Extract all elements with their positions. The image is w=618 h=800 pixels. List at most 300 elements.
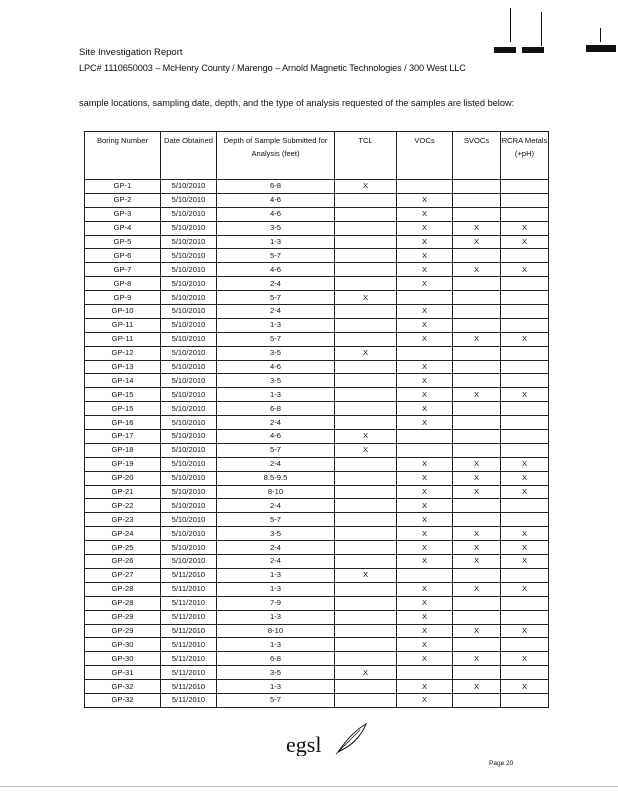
table-cell — [501, 305, 549, 319]
table-cell: GP-4 — [85, 221, 161, 235]
table-row — [85, 443, 549, 457]
table-row — [85, 555, 549, 569]
table-cell: 1-3 — [217, 638, 335, 652]
table-cell: X — [335, 346, 397, 360]
table-cell — [335, 652, 397, 666]
table-cell: X — [397, 555, 453, 569]
table-cell — [335, 402, 397, 416]
table-cell — [453, 291, 501, 305]
table-cell: 5/10/2010 — [161, 555, 217, 569]
table-cell — [335, 388, 397, 402]
table-cell — [501, 346, 549, 360]
table-cell: X — [335, 180, 397, 194]
table-cell: X — [501, 582, 549, 596]
table-row — [85, 277, 549, 291]
table-cell: X — [335, 291, 397, 305]
table-cell: GP-23 — [85, 513, 161, 527]
table-cell: 2-4 — [217, 499, 335, 513]
table-row — [85, 346, 549, 360]
table-cell: 6-8 — [217, 402, 335, 416]
table-row — [85, 693, 549, 707]
table-cell: GP-18 — [85, 443, 161, 457]
table-cell: 2-4 — [217, 457, 335, 471]
table-cell: 5/10/2010 — [161, 263, 217, 277]
table-cell: 1-3 — [217, 388, 335, 402]
table-cell: X — [453, 624, 501, 638]
table-cell — [453, 596, 501, 610]
table-cell: 5/10/2010 — [161, 471, 217, 485]
table-cell: 5/11/2010 — [161, 624, 217, 638]
table-row — [85, 291, 549, 305]
table-cell — [501, 638, 549, 652]
table-cell: 5/10/2010 — [161, 527, 217, 541]
table-cell — [501, 443, 549, 457]
table-cell: X — [397, 457, 453, 471]
table-cell: GP-31 — [85, 666, 161, 680]
table-cell: 2-4 — [217, 416, 335, 430]
table-cell: GP-13 — [85, 360, 161, 374]
table-cell — [453, 693, 501, 707]
table-row — [85, 374, 549, 388]
table-cell: GP-28 — [85, 582, 161, 596]
table-cell: X — [453, 235, 501, 249]
table-row — [85, 624, 549, 638]
table-cell: X — [397, 263, 453, 277]
table-cell: 5/10/2010 — [161, 388, 217, 402]
table-cell — [453, 249, 501, 263]
table-row — [85, 471, 549, 485]
table-cell: GP-7 — [85, 263, 161, 277]
column-header: RCRA Metals (+pH) — [501, 132, 549, 180]
intro-paragraph: sample locations, sampling date, depth, and the type of analysis requested of the samples are listed below: — [79, 98, 515, 108]
table-cell — [501, 318, 549, 332]
table-row — [85, 430, 549, 444]
scan-mark — [586, 45, 616, 52]
table-cell: X — [397, 305, 453, 319]
table-cell: X — [501, 555, 549, 569]
table-cell: X — [397, 624, 453, 638]
table-cell — [335, 207, 397, 221]
table-cell — [501, 568, 549, 582]
table-cell — [335, 541, 397, 555]
table-cell: X — [397, 277, 453, 291]
table-cell: X — [453, 263, 501, 277]
column-header: Boring Number — [85, 132, 161, 180]
table-cell: GP-20 — [85, 471, 161, 485]
table-row — [85, 666, 549, 680]
table-cell — [453, 610, 501, 624]
table-cell — [335, 277, 397, 291]
table-row — [85, 402, 549, 416]
table-cell: 4-6 — [217, 207, 335, 221]
table-cell: X — [501, 527, 549, 541]
table-cell: X — [453, 221, 501, 235]
table-cell: 5/10/2010 — [161, 416, 217, 430]
table-cell: 3-5 — [217, 527, 335, 541]
scan-mark — [600, 28, 601, 42]
table-cell: 4-6 — [217, 430, 335, 444]
table-cell: 2-4 — [217, 541, 335, 555]
table-cell: GP-6 — [85, 249, 161, 263]
table-cell — [335, 249, 397, 263]
table-cell — [397, 291, 453, 305]
table-row — [85, 568, 549, 582]
table-cell: GP-9 — [85, 291, 161, 305]
table-cell: 5-7 — [217, 513, 335, 527]
table-cell — [397, 666, 453, 680]
table-cell: 5/10/2010 — [161, 430, 217, 444]
table-cell — [501, 207, 549, 221]
table-cell: GP-11 — [85, 318, 161, 332]
egsl-logo-graphic — [286, 722, 376, 756]
table-cell — [501, 610, 549, 624]
table-cell: X — [501, 221, 549, 235]
table-cell: 5/11/2010 — [161, 568, 217, 582]
table-cell: 3-5 — [217, 346, 335, 360]
table-cell: 5/10/2010 — [161, 207, 217, 221]
table-cell: X — [397, 402, 453, 416]
table-row — [85, 527, 549, 541]
table-cell — [335, 582, 397, 596]
table-cell — [335, 485, 397, 499]
table-cell — [501, 693, 549, 707]
table-cell: X — [397, 485, 453, 499]
table-cell: 3-5 — [217, 374, 335, 388]
table-cell — [501, 249, 549, 263]
table-cell: 4-6 — [217, 263, 335, 277]
table-cell: X — [453, 680, 501, 694]
table-cell: X — [453, 582, 501, 596]
table-cell — [453, 277, 501, 291]
scan-mark — [541, 12, 542, 46]
table-row — [85, 207, 549, 221]
table-cell: X — [453, 555, 501, 569]
table-cell: X — [397, 360, 453, 374]
table-cell: 3-5 — [217, 666, 335, 680]
quill-feather-icon — [336, 724, 366, 754]
table-cell: GP-32 — [85, 680, 161, 694]
table-cell: GP-29 — [85, 624, 161, 638]
table-row — [85, 318, 549, 332]
table-cell: 7-9 — [217, 596, 335, 610]
table-cell: GP-3 — [85, 207, 161, 221]
table-cell: 5/10/2010 — [161, 332, 217, 346]
table-cell — [501, 430, 549, 444]
table-cell — [335, 318, 397, 332]
table-cell — [501, 513, 549, 527]
table-cell: X — [335, 568, 397, 582]
table-cell — [335, 360, 397, 374]
table-cell: X — [397, 374, 453, 388]
table-cell — [335, 527, 397, 541]
table-cell: 5/11/2010 — [161, 666, 217, 680]
table-row — [85, 596, 549, 610]
report-title: Site Investigation Report — [79, 47, 183, 58]
column-header: Date Obtained — [161, 132, 217, 180]
table-cell: 5/10/2010 — [161, 360, 217, 374]
table-row — [85, 221, 549, 235]
table-cell: 5/10/2010 — [161, 277, 217, 291]
table-cell: GP-8 — [85, 277, 161, 291]
table-cell — [453, 180, 501, 194]
table-row — [85, 582, 549, 596]
table-cell: X — [501, 471, 549, 485]
table-cell: X — [453, 457, 501, 471]
table-row — [85, 263, 549, 277]
table-cell: 1-3 — [217, 680, 335, 694]
table-cell — [335, 221, 397, 235]
logo-text: egsl — [286, 732, 322, 756]
table-cell — [453, 568, 501, 582]
table-row — [85, 180, 549, 194]
table-cell: X — [397, 527, 453, 541]
table-cell: X — [453, 541, 501, 555]
table-cell: X — [397, 499, 453, 513]
table-cell: 5/10/2010 — [161, 305, 217, 319]
table-cell: 5/10/2010 — [161, 374, 217, 388]
scan-mark — [522, 47, 544, 53]
table-cell: 1-3 — [217, 582, 335, 596]
table-row — [85, 638, 549, 652]
table-cell — [501, 374, 549, 388]
table-cell: X — [453, 527, 501, 541]
table-cell — [397, 180, 453, 194]
table-cell: 5-7 — [217, 291, 335, 305]
table-cell: X — [453, 652, 501, 666]
table-cell: GP-25 — [85, 541, 161, 555]
table-cell: X — [453, 485, 501, 499]
table-cell — [453, 402, 501, 416]
table-cell — [501, 402, 549, 416]
table-cell — [453, 443, 501, 457]
table-cell — [501, 666, 549, 680]
table-cell — [453, 416, 501, 430]
table-cell: X — [453, 388, 501, 402]
table-cell — [453, 374, 501, 388]
table-row — [85, 457, 549, 471]
table-cell — [335, 693, 397, 707]
table-row — [85, 360, 549, 374]
table-row — [85, 416, 549, 430]
table-cell: X — [397, 693, 453, 707]
table-cell: X — [335, 443, 397, 457]
table-cell: 5-7 — [217, 443, 335, 457]
column-header: Depth of Sample Submitted for Analysis (feet) — [217, 132, 335, 180]
table-cell — [335, 374, 397, 388]
bottom-divider — [0, 786, 618, 787]
table-row — [85, 305, 549, 319]
table-row — [85, 652, 549, 666]
table-cell — [453, 207, 501, 221]
table-cell: GP-30 — [85, 652, 161, 666]
table-row — [85, 235, 549, 249]
table-cell: GP-11 — [85, 332, 161, 346]
table-cell: 5/11/2010 — [161, 680, 217, 694]
table-cell: X — [501, 652, 549, 666]
table-cell: GP-2 — [85, 193, 161, 207]
table-cell: 5/10/2010 — [161, 541, 217, 555]
table-cell: 1-3 — [217, 318, 335, 332]
table-cell: X — [397, 193, 453, 207]
table-cell: 3-5 — [217, 221, 335, 235]
table-cell: 1-3 — [217, 568, 335, 582]
table-cell: 5/10/2010 — [161, 318, 217, 332]
table-row — [85, 541, 549, 555]
table-cell: 5-7 — [217, 332, 335, 346]
column-header: VOCs — [397, 132, 453, 180]
report-subtitle: LPC# 1110650003 – McHenry County / Marengo – Arnold Magnetic Technologies / 300 West LLC — [79, 63, 466, 73]
table-cell: 2-4 — [217, 277, 335, 291]
table-cell: X — [501, 680, 549, 694]
table-header-row — [85, 132, 549, 180]
table-cell: 5/10/2010 — [161, 180, 217, 194]
table-cell: 4-6 — [217, 193, 335, 207]
table-row — [85, 249, 549, 263]
table-row — [85, 680, 549, 694]
table-cell — [501, 499, 549, 513]
table-cell: X — [397, 638, 453, 652]
table-cell: GP-12 — [85, 346, 161, 360]
table-cell — [501, 180, 549, 194]
table-cell: X — [397, 471, 453, 485]
table-cell: X — [501, 388, 549, 402]
table-cell — [501, 416, 549, 430]
column-header: TCL — [335, 132, 397, 180]
table-cell: GP-14 — [85, 374, 161, 388]
table-cell — [335, 193, 397, 207]
table-cell: X — [501, 235, 549, 249]
table-cell — [501, 193, 549, 207]
table-cell — [397, 430, 453, 444]
table-cell — [453, 193, 501, 207]
table-cell — [397, 346, 453, 360]
table-cell: X — [397, 513, 453, 527]
table-cell — [335, 513, 397, 527]
sample-table — [84, 131, 549, 708]
table-row — [85, 610, 549, 624]
table-cell: GP-28 — [85, 596, 161, 610]
table-cell — [335, 305, 397, 319]
table-cell: GP-29 — [85, 610, 161, 624]
table-cell: X — [501, 541, 549, 555]
table-cell: 8.5-9.5 — [217, 471, 335, 485]
table-cell: X — [397, 318, 453, 332]
table-cell: 5/10/2010 — [161, 221, 217, 235]
table-cell — [397, 443, 453, 457]
table-cell: 6-8 — [217, 652, 335, 666]
table-cell: X — [397, 388, 453, 402]
table-cell: GP-21 — [85, 485, 161, 499]
table-cell: X — [335, 430, 397, 444]
table-cell: 5/10/2010 — [161, 235, 217, 249]
table-cell: 5/11/2010 — [161, 596, 217, 610]
table-cell: X — [397, 332, 453, 346]
table-cell: GP-15 — [85, 388, 161, 402]
table-cell — [453, 638, 501, 652]
table-cell: X — [453, 471, 501, 485]
table-cell: 5-7 — [217, 249, 335, 263]
table-cell: 5/11/2010 — [161, 638, 217, 652]
page-number: Page 20 — [489, 760, 514, 767]
table-cell: X — [397, 596, 453, 610]
table-row — [85, 499, 549, 513]
table-cell: GP-15 — [85, 402, 161, 416]
table-cell: X — [397, 582, 453, 596]
table-cell — [335, 624, 397, 638]
table-cell: GP-5 — [85, 235, 161, 249]
table-cell — [397, 568, 453, 582]
table-cell — [453, 430, 501, 444]
table-cell: 5/10/2010 — [161, 346, 217, 360]
table-cell: X — [501, 263, 549, 277]
company-logo — [286, 722, 376, 761]
table-cell — [335, 555, 397, 569]
table-cell: 5/10/2010 — [161, 402, 217, 416]
scan-mark — [510, 8, 511, 42]
table-cell: X — [397, 541, 453, 555]
table-cell — [335, 638, 397, 652]
table-cell — [501, 291, 549, 305]
table-cell — [335, 416, 397, 430]
table-cell: 5/10/2010 — [161, 249, 217, 263]
table-cell: 5/10/2010 — [161, 291, 217, 305]
table-cell: GP-17 — [85, 430, 161, 444]
table-cell: X — [397, 416, 453, 430]
table-cell — [335, 610, 397, 624]
table-cell — [453, 346, 501, 360]
column-header: SVOCs — [453, 132, 501, 180]
table-cell: GP-22 — [85, 499, 161, 513]
table-cell: 5/11/2010 — [161, 652, 217, 666]
table-cell: 5/10/2010 — [161, 193, 217, 207]
table-cell: GP-1 — [85, 180, 161, 194]
scan-mark — [494, 47, 516, 53]
table-row — [85, 388, 549, 402]
table-row — [85, 513, 549, 527]
table-cell — [453, 318, 501, 332]
table-cell: X — [501, 485, 549, 499]
table-cell: GP-30 — [85, 638, 161, 652]
table-cell: GP-26 — [85, 555, 161, 569]
table-cell — [335, 499, 397, 513]
table-cell: X — [453, 332, 501, 346]
table-cell: 8-10 — [217, 485, 335, 499]
table-cell: X — [397, 610, 453, 624]
table-cell: 5/10/2010 — [161, 485, 217, 499]
table-cell: GP-32 — [85, 693, 161, 707]
table-cell — [335, 457, 397, 471]
table-cell: X — [397, 207, 453, 221]
table-cell: X — [335, 666, 397, 680]
table-cell: 5/11/2010 — [161, 693, 217, 707]
table-cell: 5-7 — [217, 693, 335, 707]
table-cell — [501, 277, 549, 291]
table-cell: 2-4 — [217, 305, 335, 319]
table-cell: 5/10/2010 — [161, 443, 217, 457]
table-cell — [453, 513, 501, 527]
table-cell: GP-19 — [85, 457, 161, 471]
table-cell: 1-3 — [217, 235, 335, 249]
table-cell: 1-3 — [217, 610, 335, 624]
table-cell: 6-8 — [217, 180, 335, 194]
table-cell — [335, 263, 397, 277]
table-cell — [453, 305, 501, 319]
table-cell: 5/10/2010 — [161, 457, 217, 471]
table-cell: 5/11/2010 — [161, 610, 217, 624]
table-cell: GP-16 — [85, 416, 161, 430]
table-cell — [335, 332, 397, 346]
table-cell: 4-6 — [217, 360, 335, 374]
